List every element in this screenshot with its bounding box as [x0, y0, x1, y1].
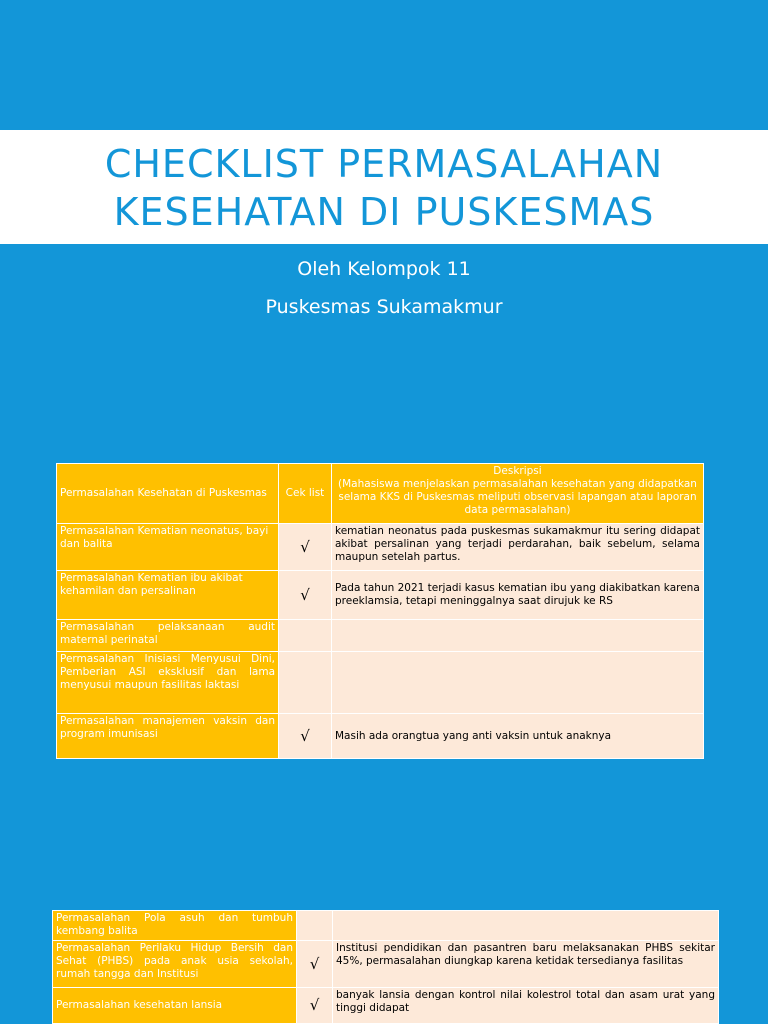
problem-cell: Permasalahan Inisiasi Menyusui Dini, Pemberian ASI eksklusif dan lama menyusui maupun fasilitas laktasi	[57, 652, 279, 714]
title-line-2: KESEHATAN DI PUSKESMAS	[113, 190, 655, 234]
header-checklist: Cek list	[279, 464, 332, 524]
table-row	[53, 941, 719, 988]
header-problem: Permasalahan Kesehatan di Puskesmas	[57, 464, 279, 524]
header-description	[332, 464, 704, 524]
problem-cell: Permasalahan manajemen vaksin dan program imunisasi	[57, 714, 279, 759]
table-row	[57, 620, 704, 652]
title-line-1: CHECKLIST PERMASALAHAN	[104, 142, 664, 186]
table-row	[57, 571, 704, 620]
problem-cell: Permasalahan Pola asuh dan tumbuh kembang balita	[53, 911, 297, 941]
description-cell: Pada tahun 2021 terjadi kasus kematian ibu yang diakibatkan karena preeklamsia, tetapi meninggalnya saat dirujuk ke RS	[332, 571, 704, 620]
description-cell: Masih ada orangtua yang anti vaksin untuk anaknya	[332, 714, 704, 759]
table-row	[57, 524, 704, 571]
problem-cell: Permasalahan Kematian ibu akibat kehamilan dan persalinan	[57, 571, 279, 620]
header-description-title: Deskripsi	[493, 465, 542, 477]
problem-cell: Permasalahan Perilaku Hidup Bersih dan Sehat (PHBS) pada anak usia sekolah, rumah tangga dan Institusi	[53, 941, 297, 988]
check-mark	[297, 911, 333, 941]
check-mark: √	[279, 714, 332, 759]
description-cell	[332, 652, 704, 714]
check-mark	[279, 652, 332, 714]
checklist-table-1	[56, 463, 704, 759]
table-row	[53, 988, 719, 1024]
table-row	[57, 652, 704, 714]
problem-cell: Permasalahan kesehatan lansia	[53, 988, 297, 1024]
header-description-note: (Mahasiswa menjelaskan permasalahan kesehatan yang didapatkan selama KKS di Puskesmas meliputi observasi lapangan atau laporan data permasalahan)	[338, 478, 697, 516]
page-title	[0, 140, 768, 236]
table-row	[57, 714, 704, 759]
problem-cell: Permasalahan pelaksanaan audit maternal perinatal	[57, 620, 279, 652]
check-mark: √	[297, 941, 333, 988]
subtitle-location: Puskesmas Sukamakmur	[265, 296, 503, 318]
check-mark: √	[297, 988, 333, 1024]
check-mark	[279, 620, 332, 652]
check-mark: √	[279, 571, 332, 620]
description-cell	[333, 911, 719, 941]
description-cell: Institusi pendidikan dan pasantren baru melaksanakan PHBS sekitar 45%, permasalahan diungkap karena ketidak tersedianya fasilitas	[333, 941, 719, 988]
subtitle-group: Oleh Kelompok 11	[297, 258, 471, 280]
description-cell: kematian neonatus pada puskesmas sukamakmur itu sering didapat akibat persalinan yang terjadi perdarahan, baik sebelum, selama maupun setelah partus.	[332, 524, 704, 571]
description-cell: banyak lansia dengan kontrol nilai kolestrol total dan asam urat yang tinggi didapat	[333, 988, 719, 1024]
description-cell	[332, 620, 704, 652]
table-header-row	[57, 464, 704, 524]
checklist-table-2	[52, 910, 719, 1024]
table-row	[53, 911, 719, 941]
check-mark: √	[279, 524, 332, 571]
problem-cell: Permasalahan Kematian neonatus, bayi dan balita	[57, 524, 279, 571]
